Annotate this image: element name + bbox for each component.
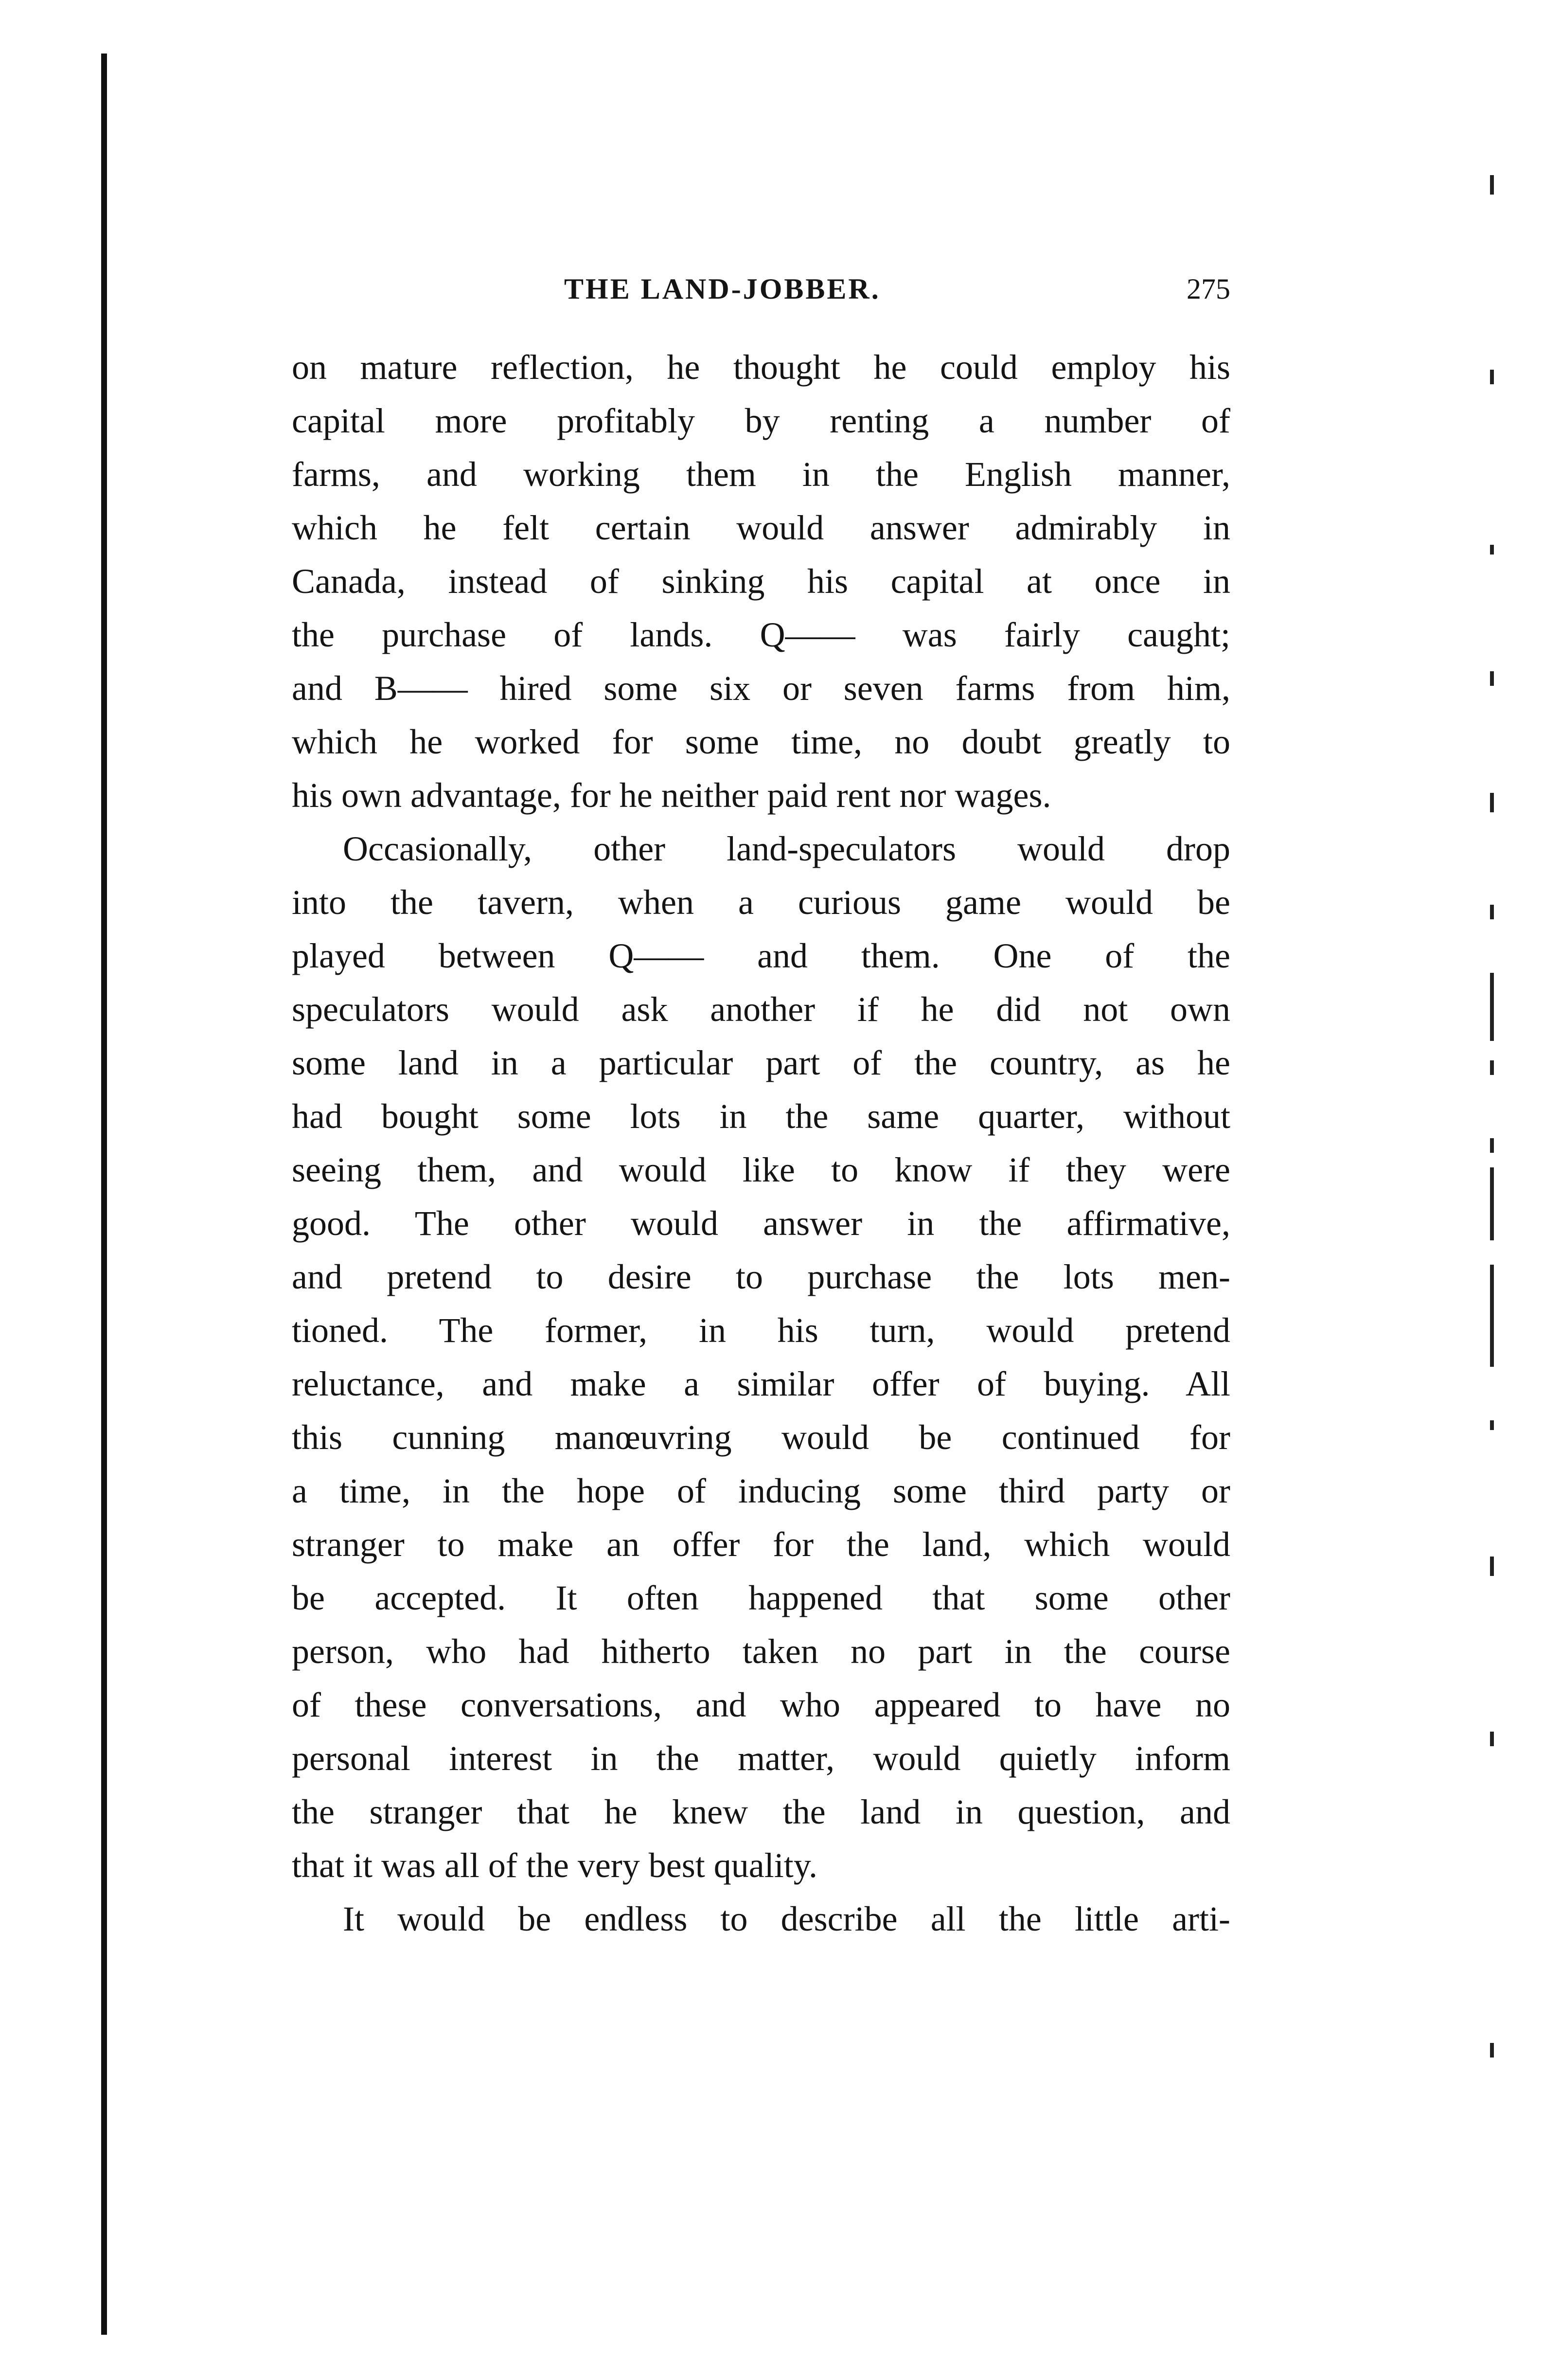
text-line: It would be endless to describe all the little arti- (343, 1899, 1230, 1938)
text-line: a time, in the hope of inducing some third party or (292, 1471, 1230, 1510)
page-number: 275 (1187, 273, 1230, 305)
text-line: which he felt certain would answer admirably in (292, 508, 1230, 547)
text-line: Occasionally, other land-speculators would drop (343, 829, 1230, 868)
text-line: capital more profitably by renting a number of (292, 401, 1230, 440)
text-line: into the tavern, when a curious game would be (292, 883, 1230, 922)
text-line: some land in a particular part of the country, as he (292, 1043, 1230, 1082)
text-line: reluctance, and make a similar offer of buying. All (292, 1364, 1230, 1403)
text-line: good. The other would answer in the affirmative, (292, 1204, 1230, 1243)
text-line: speculators would ask another if he did not own (292, 990, 1230, 1029)
text-line: that it was all of the very best quality. (292, 1846, 818, 1885)
running-head (292, 272, 1230, 316)
running-head-title: THE LAND-JOBBER. (564, 273, 881, 305)
text-line: played between Q—— and them. One of the (292, 936, 1230, 975)
text-line: the purchase of lands. Q—— was fairly caught; (292, 615, 1230, 654)
text-line: and pretend to desire to purchase the lots men- (292, 1257, 1230, 1296)
text-line: stranger to make an offer for the land, which would (292, 1525, 1230, 1564)
text-line: this cunning manœuvring would be continued for (292, 1418, 1230, 1457)
text-line: which he worked for some time, no doubt greatly to (292, 722, 1230, 761)
text-line: on mature reflection, he thought he could employ his (292, 348, 1230, 387)
text-line: be accepted. It often happened that some other (292, 1578, 1230, 1617)
text-line: Canada, instead of sinking his capital at once in (292, 562, 1230, 601)
text-line: and B—— hired some six or seven farms from him, (292, 669, 1230, 708)
text-line: tioned. The former, in his turn, would pretend (292, 1311, 1230, 1350)
text-line: farms, and working them in the English manner, (292, 455, 1230, 494)
text-line: seeing them, and would like to know if they were (292, 1150, 1230, 1189)
text-line: his own advantage, for he neither paid rent nor wages. (292, 776, 1051, 815)
scan-edge-marks (1487, 146, 1499, 2237)
body-text (292, 340, 1230, 1946)
text-line: person, who had hitherto taken no part in the course (292, 1632, 1230, 1671)
binding-edge (101, 54, 107, 2335)
text-line: personal interest in the matter, would quietly inform (292, 1739, 1230, 1778)
text-line: of these conversations, and who appeared to have no (292, 1685, 1230, 1724)
text-line: the stranger that he knew the land in question, and (292, 1792, 1230, 1831)
text-line: had bought some lots in the same quarter, without (292, 1097, 1230, 1136)
